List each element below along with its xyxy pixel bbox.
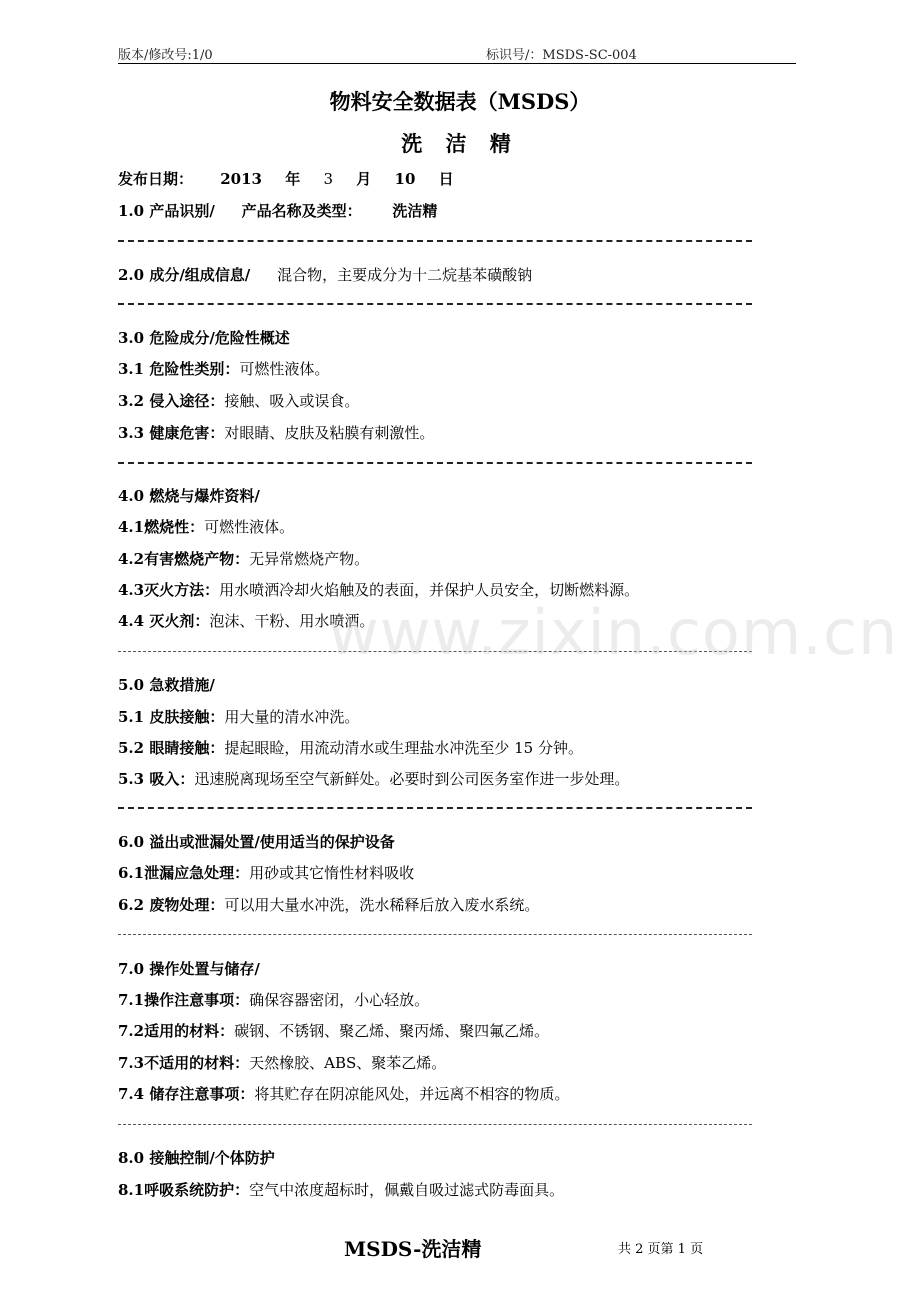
- header-rule: [118, 63, 796, 64]
- date-month: 3: [323, 170, 334, 188]
- section-divider: [118, 303, 752, 305]
- section-2-heading: 2.0 成分/组成信息/: [118, 266, 251, 284]
- section-7-item: 7.4 储存注意事项：将其贮存在阴凉能风处，并远离不相容的物质。: [118, 1085, 570, 1103]
- section-7-heading: 7.0 操作处置与储存/: [118, 960, 260, 978]
- section-3-item: 3.1 危险性类别：可燃性液体。: [118, 360, 330, 378]
- section-4-item: 4.3灭火方法：用水喷洒冷却火焰触及的表面，并保护人员安全，切断燃料源。: [118, 581, 640, 599]
- document-id: 标识号/：MSDS-SC-004: [486, 48, 637, 63]
- date-year: 2013: [220, 170, 262, 188]
- footer-title: MSDS-洗洁精: [344, 1237, 482, 1261]
- product-name-label: 产品名称及类型：: [241, 202, 362, 220]
- section-2: [118, 266, 532, 284]
- section-1-heading: 1.0 产品识别/: [118, 202, 215, 220]
- section-6-item: 6.1泄漏应急处理：用砂或其它惰性材料吸收: [118, 864, 415, 882]
- section-5-item: 5.1 皮肤接触：用大量的清水冲洗。: [118, 708, 360, 726]
- date-label: 发布日期：: [118, 170, 194, 188]
- section-7-item: 7.3不适用的材料：天然橡胶、ABS、聚苯乙烯。: [118, 1054, 447, 1072]
- section-4-heading: 4.0 燃烧与爆炸资料/: [118, 487, 260, 505]
- watermark: www.zixin.com.cn: [328, 596, 899, 669]
- page-number: 共 2 页第 1 页: [618, 1242, 704, 1257]
- section-divider: [118, 934, 752, 935]
- document-title: 物料安全数据表（MSDS）: [329, 89, 591, 114]
- section-7-item: 7.1操作注意事项：确保容器密闭，小心轻放。: [118, 991, 430, 1009]
- day-unit: 日: [438, 170, 454, 188]
- section-divider: [118, 1124, 752, 1125]
- section-5-heading: 5.0 急救措施/: [118, 676, 215, 694]
- publish-date: [118, 170, 454, 188]
- section-8-item: 8.1呼吸系统防护：空气中浓度超标时，佩戴自吸过滤式防毒面具。: [118, 1181, 565, 1199]
- section-5-item: 5.3 吸入：迅速脱离现场至空气新鲜处。必要时到公司医务室作进一步处理。: [118, 770, 630, 788]
- section-8-heading: 8.0 接触控制/个体防护: [118, 1149, 275, 1167]
- section-4-item: 4.2有害燃烧产物：无异常燃烧产物。: [118, 550, 370, 568]
- composition-value: 混合物，主要成分为十二烷基苯磺酸钠: [277, 266, 533, 284]
- section-divider: [118, 240, 752, 242]
- section-divider: [118, 462, 752, 464]
- year-unit: 年: [285, 170, 301, 188]
- date-day: 10: [394, 170, 416, 188]
- section-7-item: 7.2适用的材料：碳钢、不锈钢、聚乙烯、聚丙烯、聚四氟乙烯。: [118, 1022, 550, 1040]
- section-5-item: 5.2 眼睛接触：提起眼睑，用流动清水或生理盐水冲洗至少 15 分钟。: [118, 739, 583, 757]
- section-4-item: 4.1燃烧性：可燃性液体。: [118, 518, 295, 536]
- month-unit: 月: [356, 170, 372, 188]
- section-1: [118, 202, 437, 220]
- section-6-item: 6.2 废物处理：可以用大量水冲洗，洗水稀释后放入废水系统。: [118, 896, 540, 914]
- product-name-value: 洗洁精: [392, 202, 438, 220]
- version-label: 版本/修改号:1/0: [118, 48, 213, 63]
- section-3-heading: 3.0 危险成分/危险性概述: [118, 329, 290, 347]
- section-4-item: 4.4 灭火剂：泡沫、干粉、用水喷洒。: [118, 612, 375, 630]
- product-title: 洗 洁 精: [401, 131, 519, 156]
- section-divider: [118, 807, 752, 809]
- section-3-item: 3.2 侵入途径：接触、吸入或误食。: [118, 392, 360, 410]
- section-3-item: 3.3 健康危害：对眼睛、皮肤及粘膜有刺激性。: [118, 424, 435, 442]
- section-6-heading: 6.0 溢出或泄漏处置/使用适当的保护设备: [118, 833, 395, 851]
